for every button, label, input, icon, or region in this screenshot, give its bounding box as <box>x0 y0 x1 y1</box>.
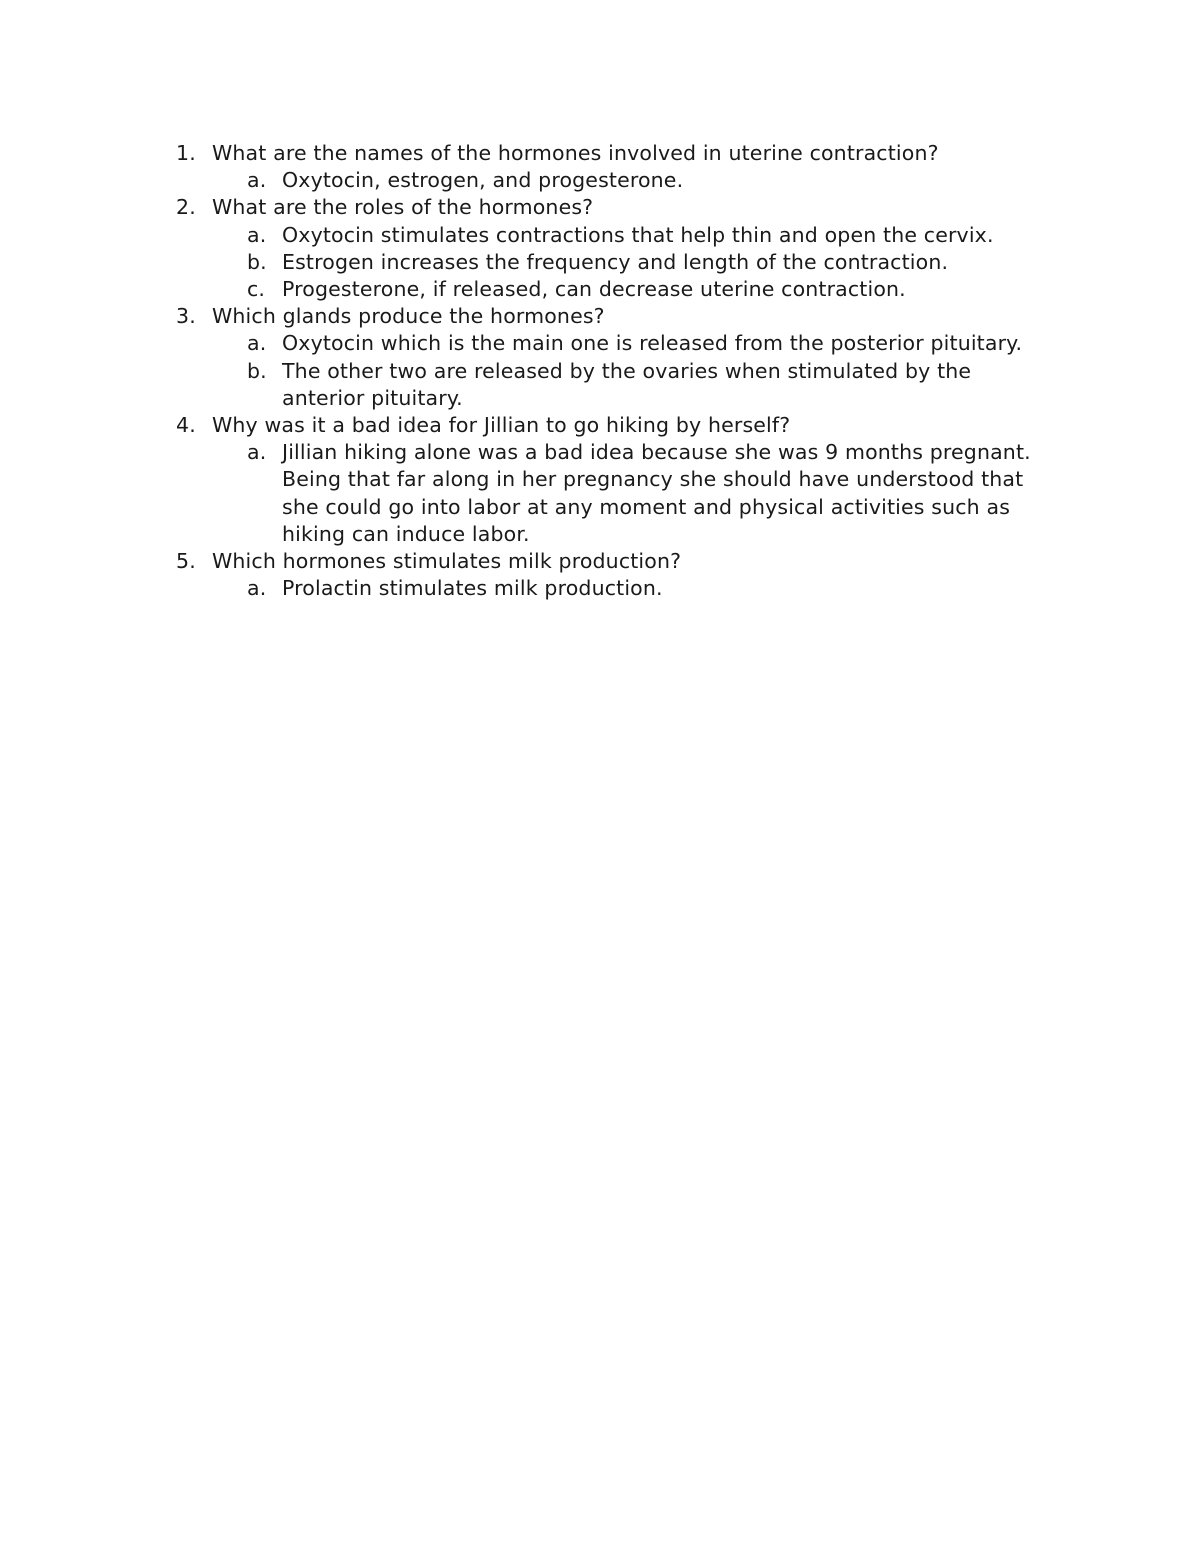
question-number: 4. <box>176 413 196 438</box>
question-item <box>0 303 1200 330</box>
question-text: Which hormones stimulates milk production? <box>212 549 682 574</box>
answer-group <box>0 575 1200 602</box>
answer-group <box>0 330 1200 412</box>
answer-item <box>0 358 1042 412</box>
answer-letter: a. <box>247 222 267 247</box>
question-item <box>0 140 1200 167</box>
answer-list <box>0 330 1200 412</box>
answer-letter: b. <box>247 249 267 274</box>
question-text: What are the names of the hormones involved in uterine contraction? <box>212 141 939 165</box>
answer-item <box>0 222 1042 249</box>
question-item <box>0 412 1200 439</box>
answer-letter: a. <box>247 440 267 465</box>
answer-letter: a. <box>247 576 267 601</box>
answer-list <box>0 167 1200 194</box>
question-number: 2. <box>176 195 196 220</box>
answer-item <box>0 249 1042 276</box>
question-item <box>0 548 1200 575</box>
answer-list <box>0 222 1200 304</box>
answer-group <box>0 222 1200 304</box>
answer-text: Prolactin stimulates milk production. <box>282 576 663 601</box>
question-number: 5. <box>176 549 196 574</box>
answer-text: The other two are released by the ovaries when stimulated by the anterior pituitary. <box>282 358 972 410</box>
answer-group <box>0 167 1200 194</box>
answer-item <box>0 439 1042 548</box>
question-text: Which glands produce the hormones? <box>212 304 605 329</box>
answer-text: Jillian hiking alone was a bad idea because she was 9 months pregnant. Being that far along in her pregnancy she should have understood that she could go into labor at any moment and physical activities such as hiking can induce labor. <box>282 440 1031 546</box>
answer-list <box>0 439 1200 548</box>
question-text: Why was it a bad idea for Jillian to go hiking by herself? <box>212 413 791 438</box>
answer-text: Oxytocin, estrogen, and progesterone. <box>282 168 684 193</box>
answer-text: Estrogen increases the frequency and length of the contraction. <box>282 249 949 274</box>
answer-letter: c. <box>247 277 266 302</box>
question-number: 3. <box>176 304 196 329</box>
question-item <box>0 194 1200 221</box>
question-text: What are the roles of the hormones? <box>212 195 594 220</box>
question-number: 1. <box>176 141 196 165</box>
answer-text: Oxytocin which is the main one is released from the posterior pituitary. <box>282 331 1023 356</box>
answer-text: Progesterone, if released, can decrease uterine contraction. <box>282 277 906 302</box>
answer-item <box>0 575 1042 602</box>
answer-item <box>0 330 1042 357</box>
answer-group <box>0 439 1200 548</box>
question-list <box>0 140 1200 602</box>
answer-text: Oxytocin stimulates contractions that help thin and open the cervix. <box>282 222 994 247</box>
answer-letter: a. <box>247 168 267 193</box>
answer-letter: a. <box>247 331 267 356</box>
answer-letter: b. <box>247 358 267 383</box>
answer-list <box>0 575 1200 602</box>
answer-item <box>0 167 1042 194</box>
answer-item <box>0 276 1042 303</box>
